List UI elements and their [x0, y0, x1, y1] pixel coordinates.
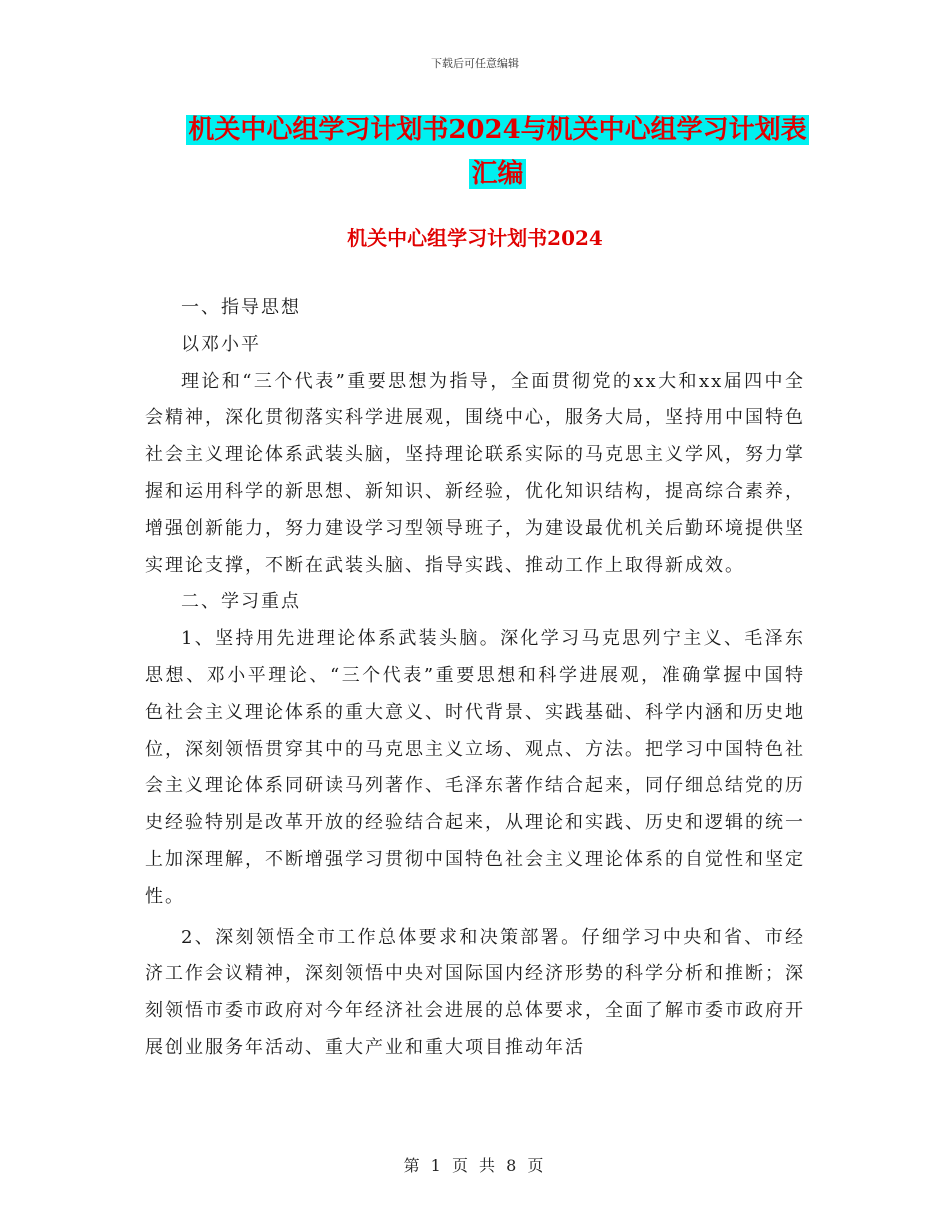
title-line-2: 汇编 — [471, 159, 524, 189]
paragraph-focus-1: 1、坚持用先进理论体系武装头脑。深化学习马克思列宁主义、毛泽东思想、邓小平理论、“三个代表”重要思想和科学进展观，准确掌握中国特色社会主义理论体系的重大意义、时代背景、实践基础、科学内涵和历史地位，深刻领悟贯穿其中的马克思主义立场、观点、方法。把学习中国特色社会主义理论体系同研读马列著作、毛泽东著作结合起来，同仔细总结党的历史经验特别是改革开放的经验结合起来，从理论和实践、历史和逻辑的统一上加深理解，不断增强学习贯彻中国特色社会主义理论体系的自觉性和坚定性。 — [145, 628, 805, 907]
document-title — [145, 108, 850, 196]
page-number: 第 1 页 共 8 页 — [403, 1156, 547, 1175]
paragraph-guiding-text: 理论和“三个代表”重要思想为指导，全面贯彻党的xx大和xx届四中全会精神，深化贯彻落实科学进展观，围绕中心，服务大局，坚持用中国特色社会主义理论体系武装头脑，坚持理论联系实际的马克思主义学风，努力掌握和运用科学的新思想、新知识、新经验，优化知识结构，提高综合素养，增强创新能力，努力建设学习型领导班子，为建设最优机关后勤环境提供坚实理论支撑，不断在武装头脑、指导实践、推动工作上取得新成效。 — [145, 370, 805, 576]
page-header-note: 下载后可任意编辑 — [431, 57, 519, 70]
heading-study-focus: 二、学习重点 — [181, 591, 301, 613]
document-body — [145, 290, 805, 1067]
title-line-1: 机关中心组学习计划书2024与机关中心组学习计划表 — [188, 115, 807, 145]
section-title: 机关中心组学习计划书2024 — [347, 226, 603, 250]
paragraph-focus-2: 2、深刻领悟全市工作总体要求和决策部署。仔细学习中央和省、市经济工作会议精神，深刻领悟中央对国际国内经济形势的科学分析和推断；深刻领悟市委市政府对今年经济社会进展的总体要求，全面了解市委市政府开展创业服务年活动、重大产业和重大项目推动年活 — [145, 926, 805, 1058]
heading-guiding-ideology: 一、指导思想 — [181, 297, 301, 318]
paragraph-intro: 以邓小平 — [181, 333, 261, 355]
